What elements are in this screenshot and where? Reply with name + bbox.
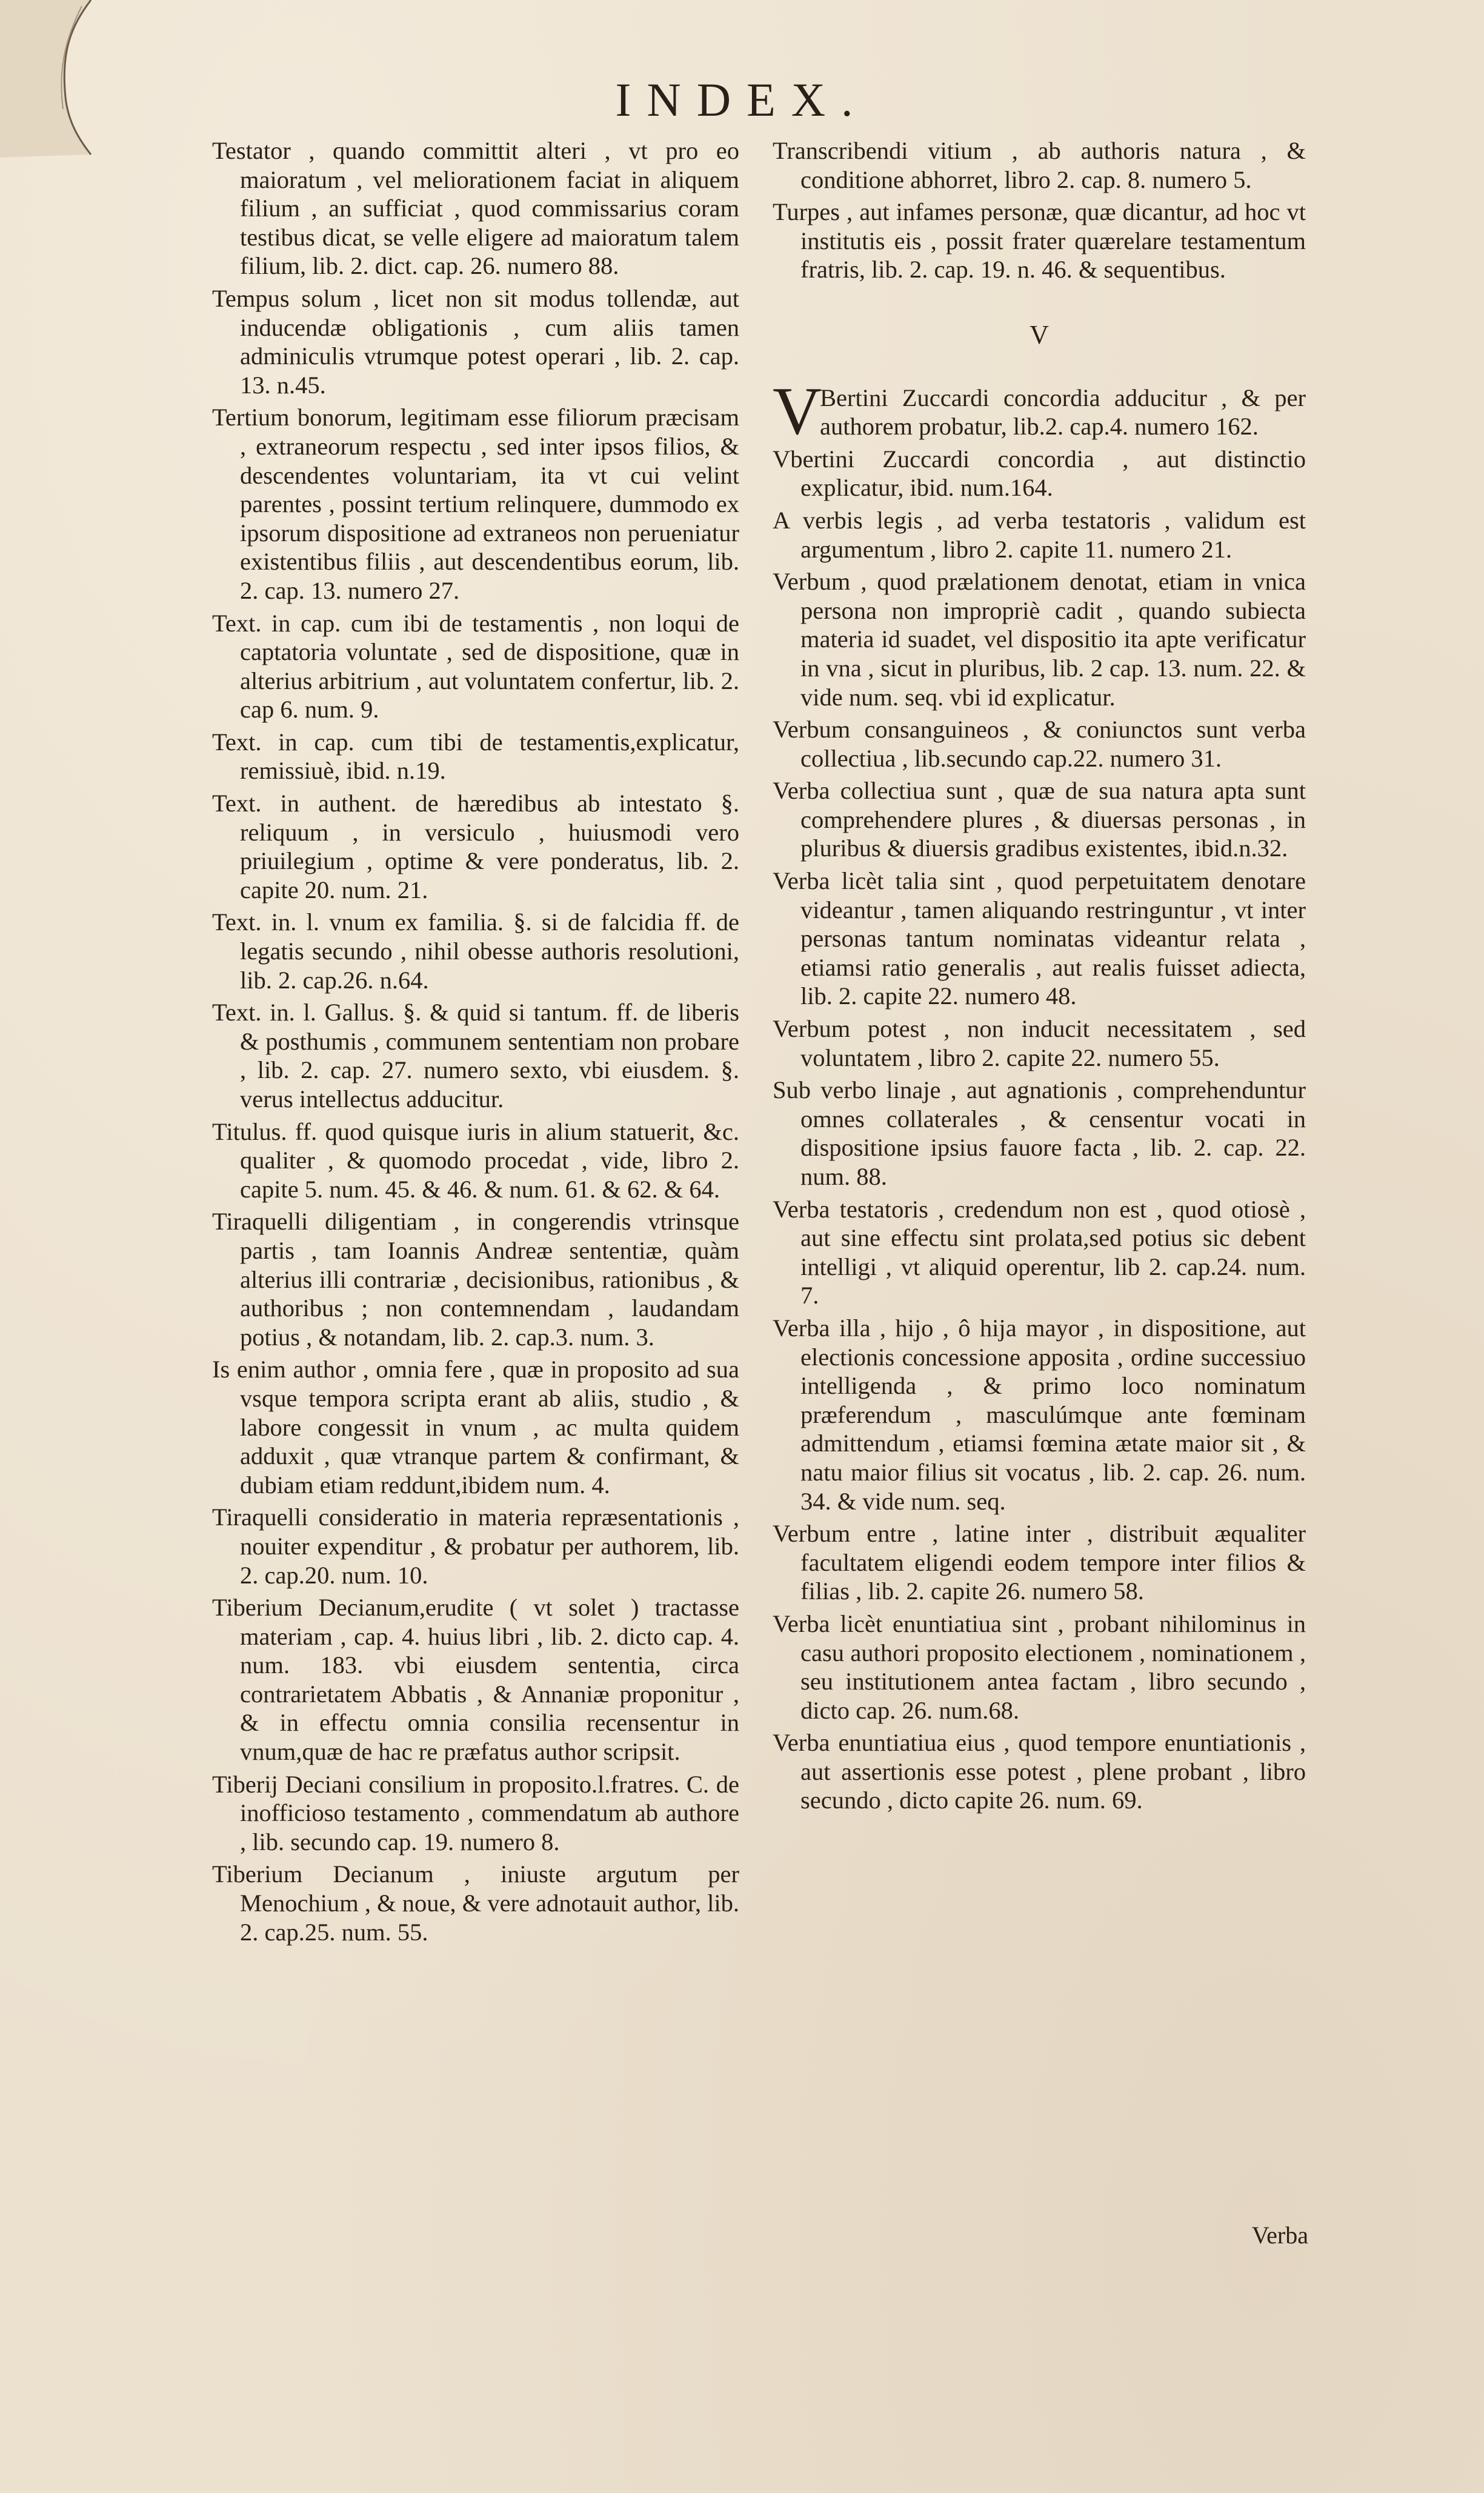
index-entry: Transcribendi vitium , ab authoris natura , & conditione abhorret, libro 2. cap. 8. numero 5. [773, 137, 1306, 193]
index-entry: Tempus solum , licet non sit modus tollendæ, aut inducendæ obligationis , cum aliis tamen adminiculis vtrumque potest operari , lib. 2. cap. 13. n.45. [212, 284, 739, 399]
index-entry: Verba illa , hijo , ô hija mayor , in dispositione, aut electionis concessione apposita , ordine successiuo intelligenda , & primo loco nominatum præferendum , masculúmque ante fœminam admittendum , etiamsi fœmina ætate maior sit , & natu maior filius sit vocatus , lib. 2. cap. 26. num. 34. & vide num. seq. [773, 1314, 1306, 1515]
index-entry: Vbertini Zuccardi concordia , aut distinctio explicatur, ibid. num.164. [773, 445, 1306, 502]
section-heading-v: V [1030, 319, 1049, 350]
index-entry: Verba licèt enuntiatiua sint , probant nihilominus in casu authori proposito electionem , nominationem , seu institutionem antea factam , libro secundo , dicto cap. 26. num.68. [773, 1609, 1306, 1724]
index-entry: Verba enuntiatiua eius , quod tempore enuntiationis , aut assertionis esse potest , plene probant , libro secundo , dicto capite 26. num. 69. [773, 1729, 1306, 1814]
left-column [212, 136, 739, 1950]
index-entry: Verbum potest , non inducit necessitatem , sed voluntatem , libro 2. capite 22. numero 55. [773, 1015, 1306, 1071]
index-entry: Verba licèt talia sint , quod perpetuitatem denotare videantur , tamen aliquando restringuntur , vt inter personas tantum nominatas videantur relata , etiamsi ratio generalis , aut realis fuisset adiecta, lib. 2. capite 22. numero 48. [773, 867, 1306, 1010]
index-entry: Verbum consanguineos , & coniunctos sunt verba collectiua , lib.secundo cap.22. numero 31. [773, 716, 1306, 772]
index-entry: Text. in cap. cum ibi de testamentis , non loqui de captatoria voluntate , sed de dispositione, quæ in alterius arbitrium , aut voluntatem confertur, lib. 2. cap 6. num. 9. [212, 609, 739, 724]
index-entry: Tiraquelli diligentiam , in congerendis vtrinsque partis , tam Ioannis Andreæ sententiæ, quàm alterius illi contrariæ , decisionibus, rationibus , & authoribus ; non contemnendam , laudandam potius , & notandam, lib. 2. cap.3. num. 3. [212, 1208, 739, 1351]
index-entry: Tiberium Decianum,erudite ( vt solet ) tractasse materiam , cap. 4. huius libri , lib. 2. dicto cap. 4. num. 183. vbi eiusdem sententia, circa contrarietatem Abbatis , & Annaniæ proponitur , & in effectu omnia consilia recensentur in vnum,quæ de hac re præfatus author scripsit. [212, 1594, 739, 1766]
index-entry: Tiraquelli consideratio in materia repræsentationis , nouiter expenditur , & probatur per authorem, lib. 2. cap.20. num. 10. [212, 1503, 739, 1589]
index-entry: Text. in. l. Gallus. §. & quid si tantum. ff. de liberis & posthumis , communem sententiam non probare , lib. 2. cap. 27. numero sexto, vbi eiusdem. §. verus intellectus adducitur. [212, 999, 739, 1113]
index-entry-text: Bertini Zuccardi concordia adducitur , & per authorem probatur, lib.2. cap.4. numero 162. [820, 384, 1306, 441]
index-entry-dropcap [773, 373, 1306, 449]
index-entry: Is enim author , omnia fere , quæ in proposito ad sua vsque tempora scripta erant ab aliis, studio , & labore congessit in vnum , ac multa quidem adduxit , quæ vtranque partem & confirmant, & dubiam etiam reddunt,ibidem num. 4. [212, 1356, 739, 1499]
right-column [773, 136, 1306, 1819]
index-entry: Verbum entre , latine inter , distribuit æqualiter facultatem eligendi eodem tempore inter filios & filias , lib. 2. capite 26. numero 58. [773, 1520, 1306, 1605]
page-title: INDEX. [615, 73, 869, 126]
drop-cap-letter: V [773, 373, 822, 449]
catchword: Verba [1251, 2222, 1308, 2249]
index-entry: Sub verbo linaje , aut agnationis , comprehenduntur omnes collaterales , & censentur vocati in dispositione ipsius fauore facta , lib. 2. cap. 22. num. 88. [773, 1076, 1306, 1190]
index-entry: Tiberium Decianum , iniuste argutum per Menochium , & noue, & vere adnotauit author, lib. 2. cap.25. num. 55. [212, 1860, 739, 1946]
index-entry: Testator , quando committit alteri , vt pro eo maioratum , vel meliorationem faciat in aliquem filium , an sufficiat , quod commissarius coram testibus dicat, se velle eligere ad maioratum talem filium, lib. 2. dict. cap. 26. numero 88. [212, 137, 739, 280]
index-entry: Titulus. ff. quod quisque iuris in alium statuerit, &c. qualiter , & quomodo procedat , vide, libro 2. capite 5. num. 45. & 46. & num. 61. & 62. & 64. [212, 1117, 739, 1203]
index-entry: Text. in authent. de hæredibus ab intestato §. reliquum , in versiculo , huiusmodi vero priuilegium , optime & vere ponderatus, lib. 2. capite 20. num. 21. [212, 790, 739, 904]
index-entry: Tertium bonorum, legitimam esse filiorum præcisam , extraneorum respectu , sed inter ipsos filios, & descendentes voluntariam, ita vt cui velint parentes , possint tertium relinquere, dummodo ex ipsorum dispositione ad extraneos non perueniatur existentibus filiis , aut descendentibus eorum, lib. 2. cap. 13. numero 27. [212, 404, 739, 604]
index-entry: Verba collectiua sunt , quæ de sua natura apta sunt comprehendere plures , & diuersas personas , in pluribus & diuersis gradibus existentes, ibid.n.32. [773, 777, 1306, 862]
index-entry: Verbum , quod prælationem denotat, etiam in vnica persona non impropriè cadit , quando subiecta materia id suadet, vel dispositio ita apte verificatur in vna , sicut in pluribus, lib. 2 cap. 13. num. 22. & vide num. seq. vbi id explicatur. [773, 568, 1306, 711]
index-entry: Text. in cap. cum tibi de testamentis,explicatur, remissiuè, ibid. n.19. [212, 728, 739, 785]
index-entry: Tiberij Deciani consilium in proposito.l.fratres. C. de inofficioso testamento , commendatum ab authore , lib. secundo cap. 19. numero 8. [212, 1770, 739, 1856]
index-entry: Verba testatoris , credendum non est , quod otiosè , aut sine effectu sint prolata,sed potius sic debent intelligi , vt aliquid operentur, lib 2. cap.24. num. 7. [773, 1195, 1306, 1310]
index-entry: Turpes , aut infames personæ, quæ dicantur, ad hoc vt institutis eis , possit frater quærelare testamentum fratris, lib. 2. cap. 19. n. 46. & sequentibus. [773, 198, 1306, 284]
index-entry: A verbis legis , ad verba testatoris , validum est argumentum , libro 2. capite 11. numero 21. [773, 506, 1306, 563]
index-entry: Text. in. l. vnum ex familia. §. si de falcidia ff. de legatis secundo , nihil obesse authoris resolutioni, lib. 2. cap.26. n.64. [212, 908, 739, 994]
